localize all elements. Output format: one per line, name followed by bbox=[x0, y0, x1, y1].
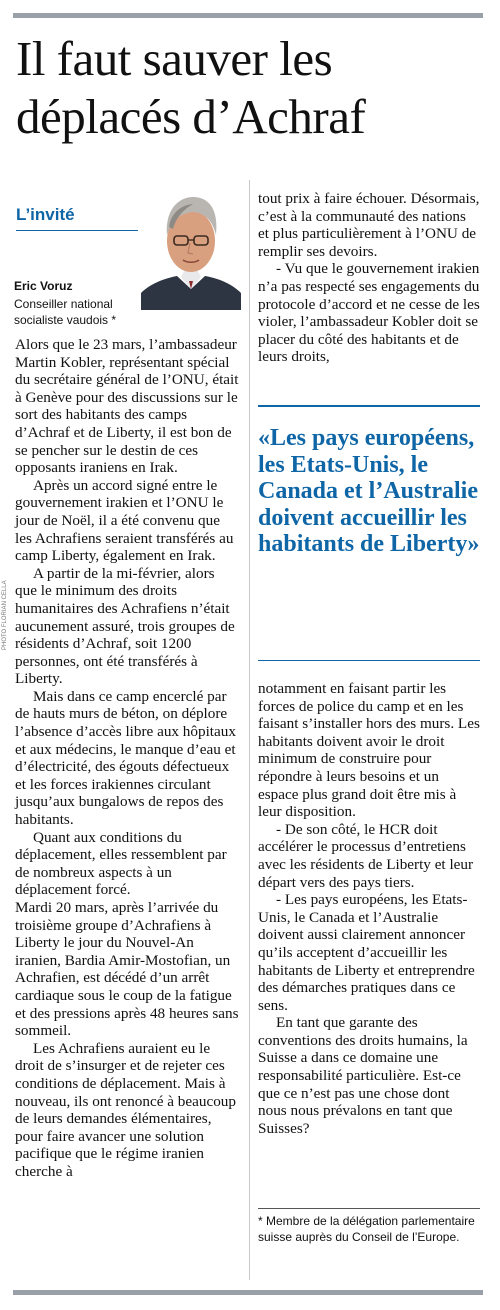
guest-tag-rule bbox=[16, 230, 138, 231]
guest-name: Eric Voruz bbox=[14, 279, 73, 293]
bottom-rule bbox=[13, 1290, 483, 1295]
paragraph: Après un accord signé entre le gouvernement irakien et l’ONU le jour de Noël, il a été convenu que les Achrafiens seraient transférés au camp Liberty, également en Irak. bbox=[15, 476, 234, 565]
paragraph: - Les pays européens, les Etats-Unis, le Canada et l’Australie doivent aussi clairement annoncer qu’ils acceptent d’accueillir les habitants de Liberty et entreprendre des démarches pratiques dans ce sens. bbox=[258, 891, 475, 1014]
pull-quote: «Les pays européens, les Etats-Unis, le Canada et l’Australie doivent accueillir les habitants de Liberty» bbox=[258, 425, 480, 557]
photo-credit bbox=[0, 540, 10, 650]
quote-rule-top bbox=[258, 405, 480, 407]
paragraph: En tant que garante des conventions des droits humains, la Suisse a dans ce domaine une responsabilité particulière. Est-ce que ce n’est pas une chose dont nous nous prévalons en tant que Suisses? bbox=[258, 1014, 468, 1137]
paragraph: Alors que le 23 mars, l’ambassadeur Martin Kobler, représentant spécial du secrétaire général de l’ONU, était à Genève pour des discussions sur le sort des habitants des camps d’Achraf et de Liberty, il est bon de se pencher sur le destin de ces opposants iraniens en Irak. bbox=[15, 336, 239, 477]
top-rule bbox=[13, 13, 483, 18]
paragraph: - De son côté, le HCR doit accélérer le processus d’entretiens avec les résidents de Liberty et leur départ vers des pays tiers. bbox=[258, 820, 474, 891]
quote-rule-bottom bbox=[258, 660, 480, 661]
footnote: * Membre de la délégation parlementaire suisse auprès du Conseil de l’Europe. bbox=[258, 1214, 475, 1244]
guest-role: Conseiller national socialiste vaudois * bbox=[14, 297, 117, 327]
author-portrait bbox=[141, 185, 241, 310]
column-divider bbox=[249, 180, 250, 1280]
paragraph: - Vu que le gouvernement irakien n’a pas respecté ses engagements du protocole d’accord et ne cesse de les violer, l’ambassadeur Kobler doit se placer du côté des habitants et de leurs droits, bbox=[258, 260, 480, 366]
right-column-top bbox=[258, 190, 480, 366]
right-column-bottom bbox=[258, 680, 480, 1137]
photo-credit-text: PHOTO FLORIAN CELLA bbox=[2, 580, 8, 650]
footnote-rule bbox=[258, 1208, 480, 1209]
paragraph: Quant aux conditions du déplacement, elles ressemblent par de nombreux aspects à un déplacement forcé. bbox=[15, 828, 227, 899]
headline: Il faut sauver les déplacés d’Achraf bbox=[16, 31, 366, 144]
left-column bbox=[15, 336, 240, 1181]
paragraph: tout prix à faire échouer. Désormais, c’est à la communauté des nations et plus particulièrement à l’ONU de remplir ses devoirs. bbox=[258, 190, 480, 260]
paragraph: notamment en faisant partir les forces de police du camp et en les faisant s’installer hors des murs. Les habitants doivent avoir le droit minimum de construire pour répondre à leurs besoins et un espace plus grand doit être mis à leur disposition. bbox=[258, 680, 480, 821]
paragraph: Mais dans ce camp encerclé par de hauts murs de béton, on déplore l’absence d’accès libre aux hôpitaux et aux médecins, le manque d’eau et d’électricité, des égouts défectueux et les forces irakiennes circulant jusqu’aux bungalows de repos des habitants. bbox=[15, 687, 236, 829]
guest-tag: L’invité bbox=[16, 205, 75, 224]
paragraph: Les Achrafiens auraient eu le droit de s’insurger et de rejeter ces conditions de déplacement. Mais à nouveau, ils ont renoncé à beaucoup de leurs demandes élémentaires, pour faire avancer une solution pacifique que le régime iranien cherche à bbox=[15, 1039, 236, 1180]
paragraph: Mardi 20 mars, après l’arrivée du troisième groupe d’Achrafiens à Liberty le jour du Nouvel-An iranien, Bardia Amir-Mostofian, un Achrafien, est décédé d’un arrêt cardiaque sous le coup de la fatigue et des pressions après 48 heures sans sommeil. bbox=[15, 899, 239, 1040]
paragraph: A partir de la mi-février, alors que le minimum des droits humanitaires des Achrafiens n’était aucunement assuré, trois groupes de résidents d’Achraf, soit 1200 personnes, ont été transférés à Liberty. bbox=[15, 564, 235, 688]
